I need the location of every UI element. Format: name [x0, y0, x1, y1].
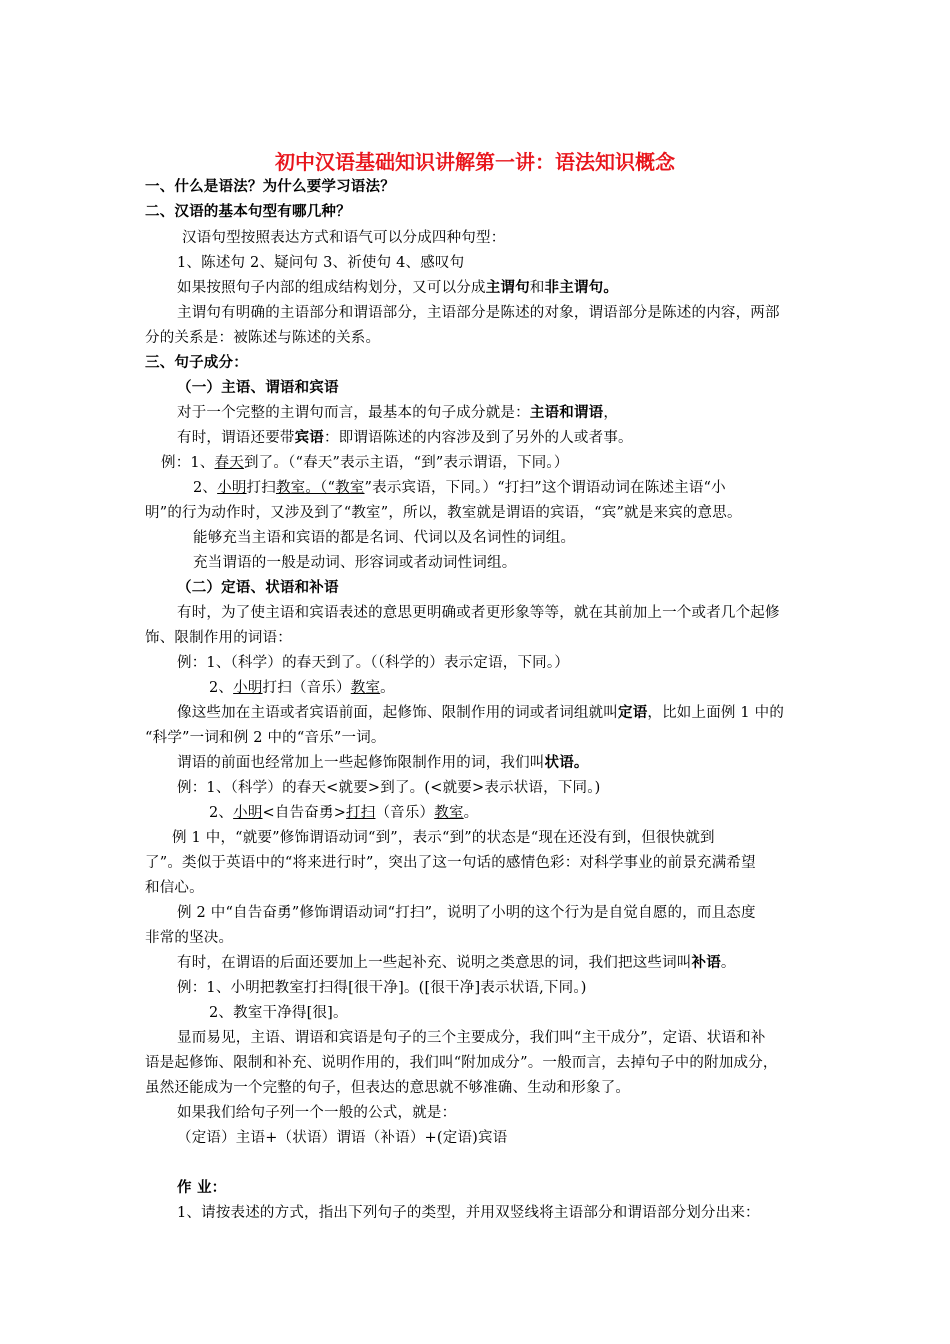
text-line [193, 528, 575, 548]
underlined-word: 打扫 [346, 805, 376, 821]
text-line [177, 903, 756, 923]
text-run: 如果我们给句子列一个一般的公式，就是： [177, 1105, 457, 1121]
text-line [145, 878, 204, 898]
text-run: 语是起修饰、限制和补充、说明作用的，我们叫“附加成分”。一般而言，去掉句子中的附加成分， [145, 1055, 778, 1071]
text-run: 谓语的前面也经常加上一些起修饰限制作用的词，我们叫 [177, 755, 545, 771]
text-run: 分的关系是：被陈述与陈述的关系。 [145, 330, 381, 346]
text-line [145, 328, 380, 348]
text-run: 例 1 中，“就要”修饰谓语动词“到”，表示“到”的状态是“现在还没有到，但很快就到 [172, 830, 715, 846]
text-line [177, 1028, 766, 1048]
text-line [193, 553, 516, 573]
text-run: ， [603, 405, 619, 421]
document-title: 初中汉语基础知识讲解第一讲：语法知识概念 [275, 150, 675, 174]
text-run: 有时，谓语还要带 [177, 430, 295, 446]
text-run: （一）主语、谓语和宾语 [177, 380, 339, 396]
text-line [145, 1053, 778, 1073]
text-run: 2、 [193, 480, 218, 496]
text-run: （定语）主语+（状语）谓语（补语）+(定语)宾语 [177, 1130, 508, 1146]
text-run: 例：1、小明把教室打扫得[很干净]。([很干净]表示状语,下同。) [177, 980, 587, 996]
text-run: ，比如上面例 1 中的 [647, 705, 785, 721]
text-line [177, 428, 633, 448]
underlined-word: 教室 [434, 805, 464, 821]
text-line [177, 1203, 760, 1223]
text-run: 打扫（音乐） [262, 680, 351, 696]
text-line [161, 453, 569, 473]
underlined-word: 小明 [233, 680, 263, 696]
text-run: 明”的行为动作时，又涉及到了“教室”，所以，教室就是谓语的宾语，“宾”就是来宾的意思。 [145, 505, 742, 521]
text-run: 充当谓语的一般是动词、形容词或者动词性词组。 [193, 555, 517, 571]
text-line [177, 253, 464, 273]
section-heading [145, 202, 351, 222]
text-run: 2、 [209, 805, 234, 821]
underlined-word: 春天 [214, 455, 244, 471]
text-run: 像这些加在主语或者宾语前面，起修饰、限制作用的词或者词组就叫 [177, 705, 618, 721]
bold-term: 补语 [691, 955, 721, 971]
text-run: 1、请按表述的方式，指出下列句子的类型，并用双竖线将主语部分和谓语部分划分出来： [177, 1205, 760, 1221]
bold-term: 主谓句 [485, 280, 530, 296]
text-line [193, 478, 726, 498]
text-run: 作 业： [177, 1180, 227, 1196]
text-run: 对于一个完整的主谓句而言，最基本的句子成分就是： [177, 405, 530, 421]
text-run: 1、陈述句 2、疑问句 3、祈使句 4、感叹句 [177, 255, 465, 271]
underlined-word: 小明 [217, 480, 247, 496]
text-run: （二）定语、状语和补语 [177, 580, 339, 596]
text-line [177, 603, 780, 623]
text-line [177, 1103, 456, 1123]
text-run: ：即谓语陈述的内容涉及到了另外的人或者事。 [324, 430, 633, 446]
text-line [177, 403, 618, 423]
text-run: ”表示宾语，下同。）“打扫”这个谓语动词在陈述主语“小 [364, 480, 726, 496]
text-line [177, 653, 569, 673]
text-run: 打扫 [246, 480, 276, 496]
text-run: 到了。（“春天”表示主语，“到”表示谓语，下同。） [243, 455, 569, 471]
text-run: 了”。类似于英语中的“将来进行时”，突出了这一句话的感情色彩：对科学事业的前景充满希望 [145, 855, 756, 871]
section-heading [177, 578, 339, 598]
text-run: “科学”一词和例 2 中的“音乐”一词。 [145, 730, 386, 746]
text-line [209, 1003, 348, 1023]
text-run: （音乐） [375, 805, 435, 821]
text-line [172, 828, 715, 848]
bold-term: 非主谓句。 [544, 280, 619, 296]
section-heading [177, 378, 339, 398]
text-run: 有时，在谓语的后面还要加上一些起补充、说明之类意思的词，我们把这些词叫 [177, 955, 692, 971]
text-line [145, 853, 756, 873]
bold-term: 宾语 [294, 430, 325, 446]
text-run: 一、什么是语法？为什么要学习语法？ [145, 179, 395, 195]
text-run: 例：1、 [161, 455, 215, 471]
text-line [177, 1128, 507, 1148]
text-run: <自告奋勇> [262, 805, 347, 821]
text-run: 和 [529, 280, 545, 296]
text-run: 2、 [209, 680, 234, 696]
text-line [145, 503, 742, 523]
text-line [177, 278, 618, 298]
text-run: 三、句子成分： [145, 355, 248, 371]
text-run: 和信心。 [145, 880, 204, 896]
text-run: 汉语句型按照表达方式和语气可以分成四种句型： [182, 230, 506, 246]
text-run: 能够充当主语和宾语的都是名词、代词以及名词性的词组。 [193, 530, 576, 546]
text-line [177, 978, 587, 998]
bold-term: 定语 [618, 705, 648, 721]
bold-term: 主语和谓语 [529, 405, 604, 421]
text-run: 饰、限制作用的词语： [145, 630, 292, 646]
text-line [209, 803, 478, 823]
underlined-word: 教室。（ [275, 480, 328, 496]
section-heading [177, 1178, 226, 1198]
text-line [182, 228, 505, 248]
text-run: 显而易见，主语、谓语和宾语是句子的三个主要成分，我们叫“主干成分”，定语、状语和补 [177, 1030, 766, 1046]
text-line [209, 678, 395, 698]
text-line [145, 628, 292, 648]
text-line [177, 953, 736, 973]
bold-term: 状语。 [544, 755, 589, 771]
text-run: 例：1、（科学）的春天到了。（（科学的）表示定语，下同。） [177, 655, 570, 671]
text-run: 2、教室干净得[很]。 [209, 1005, 348, 1021]
text-run: 虽然还能成为一个完整的句子，但表达的意思就不够准确、生动和形象了。 [145, 1080, 631, 1096]
underlined-word: “教室 [327, 480, 365, 496]
text-run: 。 [463, 805, 479, 821]
text-line [145, 728, 386, 748]
text-run: 例 2 中“自告奋勇”修饰谓语动词“打扫”，说明了小明的这个行为是自觉自愿的，而且态度 [177, 905, 756, 921]
text-line [177, 778, 601, 798]
text-line [177, 703, 784, 723]
text-line [177, 753, 589, 773]
text-line [145, 928, 233, 948]
text-run: 。 [380, 680, 395, 696]
text-run: 非常的坚决。 [145, 930, 234, 946]
text-run: 有时，为了使主语和宾语表述的意思更明确或者更形象等等，就在其前加上一个或者几个起修 [177, 605, 780, 621]
text-run: 。 [720, 955, 736, 971]
text-run: 例：1、（科学）的春天<就要>到了。(<就要>表示状语，下同。) [177, 780, 601, 796]
underlined-word: 小明 [233, 805, 263, 821]
underlined-word: 教室 [350, 680, 381, 696]
text-line [145, 1078, 630, 1098]
text-line [177, 303, 780, 323]
text-run: 如果按照句子内部的组成结构划分，又可以分成 [177, 280, 486, 296]
section-heading [145, 353, 248, 373]
section-heading [145, 177, 395, 197]
text-run: 主谓句有明确的主语部分和谓语部分，主语部分是陈述的对象，谓语部分是陈述的内容，两部 [177, 305, 780, 321]
text-run: 二、汉语的基本句型有哪几种？ [145, 204, 351, 220]
